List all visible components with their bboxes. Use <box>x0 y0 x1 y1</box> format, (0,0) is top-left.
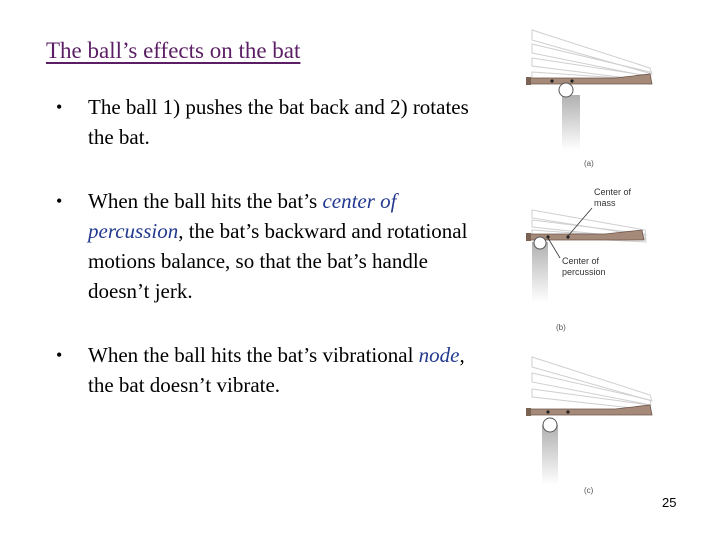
bullet-marker: • <box>56 97 63 117</box>
motion-shadow <box>542 425 558 485</box>
motion-shadow <box>562 95 580 150</box>
figure-c <box>520 345 670 500</box>
ball <box>534 237 546 249</box>
ball <box>543 418 557 432</box>
bullet-text <box>88 186 488 306</box>
bullet-text-part: , the bat doesn’t vibrate. <box>88 343 465 397</box>
bat-knob <box>526 408 531 416</box>
figure-caption: (b) <box>556 323 566 332</box>
leader-line <box>548 238 560 258</box>
bat-swing-illustration <box>520 20 670 170</box>
figure-caption: (a) <box>584 159 594 168</box>
bullet-text-part: When the ball hits the bat’s <box>88 189 323 213</box>
bat-knob <box>526 77 531 85</box>
bullet-text: The ball 1) pushes the bat back and 2) rotates the bat. <box>88 95 469 149</box>
marker-dot <box>546 410 549 413</box>
bullet-text <box>88 340 488 400</box>
motion-ghost <box>532 373 651 405</box>
marker-dot <box>566 410 569 413</box>
motion-shadow <box>532 242 548 302</box>
marker-dot <box>550 79 553 82</box>
term-center-of-percussion: center of percussion <box>88 189 397 243</box>
page-number: 25 <box>662 495 677 510</box>
marker-dot <box>570 79 573 82</box>
bat-swing-illustration <box>520 345 670 500</box>
bat-swing-illustration <box>520 180 680 335</box>
slide-title: The ball’s effects on the bat <box>46 38 301 63</box>
figure-a <box>520 20 670 170</box>
label-center-of-mass: mass <box>594 198 616 208</box>
bullet-marker: • <box>56 345 63 365</box>
bullet-text-part: , the bat’s backward and rotational motions balance, so that the bat’s handle doesn’t jerk. <box>88 219 468 303</box>
bullet-text-part: When the ball hits the bat’s vibrational <box>88 343 419 367</box>
term-node: node <box>418 343 460 367</box>
label-center-of-mass: Center of <box>594 187 632 197</box>
motion-ghost <box>532 357 652 401</box>
label-center-of-percussion: Center of <box>562 256 600 266</box>
figure-caption: (c) <box>584 486 594 495</box>
bat-knob <box>526 233 531 241</box>
bullet-marker: • <box>56 191 63 211</box>
ball <box>559 83 573 97</box>
label-center-of-percussion: percussion <box>562 267 606 277</box>
figure-b <box>520 180 680 335</box>
